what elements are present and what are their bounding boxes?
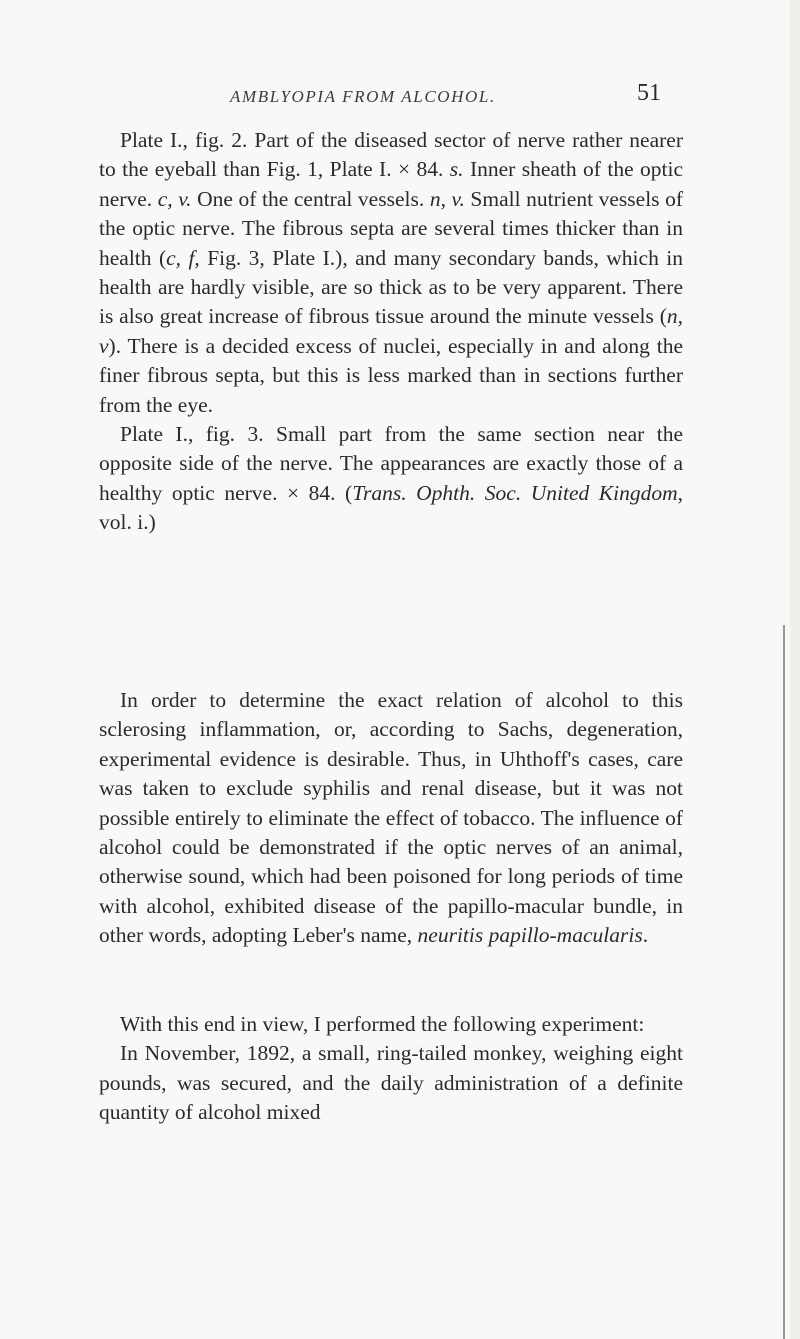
label-s: s.	[449, 157, 464, 182]
running-head: AMBLYOPIA FROM ALCOHOL.	[230, 87, 496, 106]
citation-source: Trans. Ophth. Soc. United Kingdom	[352, 480, 678, 505]
text-run: Plate I., fig. 2. Part of the diseased sector of nerve rather nearer to the eyeball than Fig. 1, Plate I. × 84.	[99, 128, 683, 182]
term-neuritis: neuritis papillo-macularis	[417, 923, 643, 948]
text-run: Inner sheath of the optic nerve.	[99, 157, 684, 211]
text-run: One of the central vessels.	[191, 186, 425, 211]
paragraph-plate-fig-2	[99, 126, 683, 420]
text-run: ). There is a decided excess of nuclei, especially in and along the finer fibrous septa, but this is less marked than in sections further from the eye.	[99, 333, 683, 417]
paragraph-plate-fig-3	[99, 420, 683, 538]
paragraph-monkey-experiment: In November, 1892, a small, ring-tailed monkey, weighing eight pounds, was secured, and the daily administration of a definite quantity of alcohol mixed	[99, 1041, 683, 1125]
figure-descriptions	[99, 126, 683, 538]
experiment-text	[99, 1010, 683, 1128]
text-run: .	[642, 923, 649, 948]
text-run: Small nutrient vessels of the optic nerve. The fibrous septa are several times thicker than in health (	[99, 186, 684, 270]
paragraph-experiment-intro: With this end in view, I performed the following experiment:	[120, 1012, 645, 1036]
binding-shadow	[783, 625, 785, 1339]
page-edge	[790, 0, 800, 1339]
label-nv: n, v	[99, 304, 683, 358]
text-run: Plate I., fig. 3. Small part from the same section near the opposite side of the nerve. The appearances are exactly those of a healthy optic nerve. × 84. (	[99, 422, 683, 505]
body-text	[99, 686, 683, 951]
text-run: Fig. 3, Plate I.), and many secondary bands, which in health are hardly visible, are so thick as to be very apparent. There is also great increase of fibrous tissue around the minute vessels (	[99, 245, 683, 329]
label-cf: c, f,	[166, 245, 200, 270]
paragraph-experimental-evidence	[99, 686, 683, 951]
text-run: , vol. i.)	[99, 480, 683, 535]
text-run: In order to determine the exact relation of alcohol to this sclerosing inflammation, or, according to Sachs, degeneration, experimental evidence is desirable. Thus, in Uhthoff's cases, care was taken to exclude syphilis and renal disease, but it was not possible entirely to eliminate the effect of tobacco. The influence of alcohol could be demonstrated if the optic nerves of an animal, otherwise sound, which had been poisoned for long periods of time with alcohol, exhibited disease of the papillo-macular bundle, in other words, adopting Leber's name,	[99, 688, 683, 948]
label-cv: c, v.	[157, 186, 192, 211]
label-nv: n, v.	[429, 186, 465, 211]
page-number: 51	[637, 80, 661, 106]
